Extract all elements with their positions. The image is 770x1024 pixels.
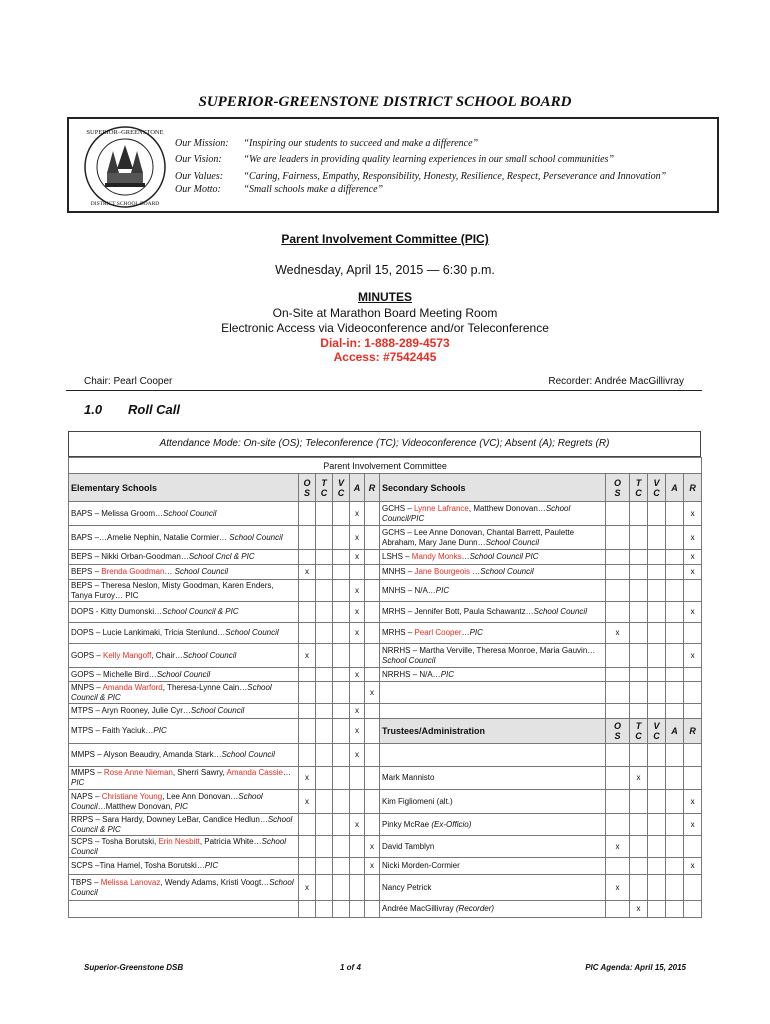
mission-box [67, 117, 719, 213]
table-row: SCPS – Tosha Borutski, Erin Nesbitt, Patricia White…School Council x David Tamblyn x [69, 836, 702, 858]
school-entry: MRHS – Jennifer Bott, Paula Schawantz…School Council [380, 602, 606, 623]
col-os: O S [299, 474, 316, 502]
school-entry: MRHS – Pearl Cooper…PIC [380, 623, 606, 644]
section-title: Roll Call [128, 402, 181, 417]
table-row: BAPS – Melissa Groom…School Council x GCHS – Lynne Lafrance, Matthew Donovan…School Council/PIC x [69, 502, 702, 526]
school-entry: GOPS – Michelle Bird…School Council [69, 668, 299, 682]
school-entry: DOPS – Lucie Lankimaki, Tricia Stenlund…School Council [69, 623, 299, 644]
trustee-entry: Mark Mannisto [380, 767, 606, 790]
school-entry: MNHS – N/A…PIC [380, 580, 606, 602]
motto-row [175, 184, 383, 195]
motto-text: “Small schools make a difference” [243, 184, 384, 195]
school-entry: BEPS – Nikki Orban-Goodman…School Cncl & PIC [69, 550, 299, 565]
table-row: MTPS – Aryn Rooney, Julie Cyr…School Council x [69, 704, 702, 719]
col-vc: V C [648, 719, 666, 744]
divider [66, 390, 702, 391]
meeting-date: Wednesday, April 15, 2015 — 6:30 p.m. [275, 263, 495, 277]
svg-text:DISTRICT SCHOOL BOARD: DISTRICT SCHOOL BOARD [90, 201, 160, 207]
section-number: 1.0 [84, 402, 103, 417]
values-text: “Caring, Fairness, Empathy, Responsibility, Honesty, Resilience, Respect, Perseverance and Innovation” [243, 171, 667, 182]
roll-call-table [68, 457, 702, 918]
table-row: BEPS – Brenda Goodman… School Council x MNHS – Jane Bourgeois …School Council x [69, 565, 702, 580]
school-entry: MNPS – Amanda Warford, Theresa-Lynne Cain…School Council & PIC [69, 682, 299, 704]
mission-text: “Inspiring our students to succeed and make a difference” [243, 138, 479, 149]
trustee-entry: Kim Figliomeni (alt.) [380, 790, 606, 814]
school-entry: SCPS – Tosha Borutski, Erin Nesbitt, Patricia White…School Council [69, 836, 299, 858]
trustee-entry: Pinky McRae (Ex-Officio) [380, 814, 606, 836]
school-entry: SCPS –Tina Hamel, Tosha Borutski…PIC [69, 858, 299, 875]
school-entry: GOPS – Kelly Mangoff, Chair…School Council [69, 644, 299, 668]
table-row: MMPS – Alyson Beaudry, Amanda Stark…School Council x [69, 744, 702, 767]
school-entry: NRRHS – N/A…PIC [380, 668, 606, 682]
school-entry: MTPS – Aryn Rooney, Julie Cyr…School Council [69, 704, 299, 719]
school-entry: MMPS – Rose Anne Nieman, Sherri Sawry, Amanda Cassie…PIC [69, 767, 299, 790]
col-a: A [666, 719, 684, 744]
school-entry: MMPS – Alyson Beaudry, Amanda Stark…School Council [69, 744, 299, 767]
table-row: NAPS – Christiane Young, Lee Ann Donovan…School Council…Matthew Donovan, PIC x Kim Figliomeni (alt.) x [69, 790, 702, 814]
table-row: BEPS – Theresa Neslon, Misty Goodman, Karen Enders, Tanya Furoy… PIC x MNHS – N/A…PIC [69, 580, 702, 602]
col-os: O S [606, 474, 630, 502]
school-entry: NAPS – Christiane Young, Lee Ann Donovan…School Council…Matthew Donovan, PIC [69, 790, 299, 814]
footer-agenda-date: PIC Agenda: April 15, 2015 [585, 963, 686, 972]
school-entry: BEPS – Brenda Goodman… School Council [69, 565, 299, 580]
col-a: A [666, 474, 684, 502]
col-os: O S [606, 719, 630, 744]
chair: Chair: Pearl Cooper [84, 376, 173, 387]
table-row: MNPS – Amanda Warford, Theresa-Lynne Cain…School Council & PIC x [69, 682, 702, 704]
elementary-schools-header: Elementary Schools [69, 474, 299, 502]
school-entry: BEPS – Theresa Neslon, Misty Goodman, Karen Enders, Tanya Furoy… PIC [69, 580, 299, 602]
access-code: Access: #7542445 [333, 350, 437, 364]
school-entry: BAPS – Melissa Groom…School Council [69, 502, 299, 526]
svg-text:SUPERIOR–GREENSTONE: SUPERIOR–GREENSTONE [86, 129, 164, 136]
motto-label: Our Motto: [175, 184, 221, 195]
col-vc: V C [648, 474, 666, 502]
table-row: MTPS – Faith Yaciuk…PIC x Trustees/Administration O S T C V C A R [69, 719, 702, 744]
school-entry: GCHS – Lee Anne Donovan, Chantal Barrett, Paulette Abraham, Mary Jane Dunn…School Council [380, 526, 606, 550]
table-row: BEPS – Nikki Orban-Goodman…School Cncl & PIC x LSHS – Mandy Monks…School Council PIC x [69, 550, 702, 565]
col-r: R [684, 719, 702, 744]
school-entry: MNHS – Jane Bourgeois …School Council [380, 565, 606, 580]
trustee-entry: David Tamblyn [380, 836, 606, 858]
secondary-schools-header: Secondary Schools [380, 474, 606, 502]
col-a: A [350, 474, 365, 502]
recorder: Recorder: Andrée MacGillivray [548, 376, 684, 387]
col-vc: V C [333, 474, 350, 502]
minutes-heading: MINUTES [358, 290, 412, 304]
table-header-row [69, 474, 702, 502]
table-row: MMPS – Rose Anne Nieman, Sherri Sawry, Amanda Cassie…PIC x Mark Mannisto x [69, 767, 702, 790]
vision-label: Our Vision: [175, 154, 222, 165]
table-row: TBPS – Melissa Lanovaz, Wendy Adams, Kristi Voogt…School Council x Nancy Petrick x [69, 875, 702, 901]
mission-label: Our Mission: [175, 138, 229, 149]
col-tc: T C [630, 719, 648, 744]
trustees-header: Trustees/Administration [380, 719, 606, 744]
table-row: BAPS –…Amelie Nephin, Natalie Cormier… School Council x GCHS – Lee Anne Donovan, Chantal Barrett, Paulette Abraham, Mary Jane Dunn…School Council x [69, 526, 702, 550]
table-row: RRPS – Sara Hardy, Downey LeBar, Candice Hedlun…School Council & PIC x Pinky McRae (Ex-Officio) x [69, 814, 702, 836]
meeting-title: Parent Involvement Committee (PIC) [281, 232, 489, 246]
electronic-access: Electronic Access via Videoconference and/or Teleconference [221, 321, 549, 335]
col-tc: T C [630, 474, 648, 502]
school-entry: BAPS –…Amelie Nephin, Natalie Cormier… School Council [69, 526, 299, 550]
footer-page-number: 1 of 4 [340, 963, 361, 972]
table-row: SCPS –Tina Hamel, Tosha Borutski…PIC x Nicki Morden-Cormier x [69, 858, 702, 875]
table-row: GOPS – Michelle Bird…School Council x NRRHS – N/A…PIC [69, 668, 702, 682]
trustee-entry: Nancy Petrick [380, 875, 606, 901]
col-r: R [365, 474, 380, 502]
school-entry: LSHS – Mandy Monks…School Council PIC [380, 550, 606, 565]
school-entry: RRPS – Sara Hardy, Downey LeBar, Candice Hedlun…School Council & PIC [69, 814, 299, 836]
school-board-seal-icon [83, 125, 167, 209]
committee-header: Parent Involvement Committee [69, 458, 702, 474]
trustee-entry: Andrée MacGillivray (Recorder) [380, 901, 606, 918]
dial-in-number: Dial-in: 1-888-289-4573 [320, 336, 450, 350]
table-row: Andrée MacGillivray (Recorder) x [69, 901, 702, 918]
values-label: Our Values: [175, 171, 224, 182]
school-entry: TBPS – Melissa Lanovaz, Wendy Adams, Kristi Voogt…School Council [69, 875, 299, 901]
attendance-mode-legend: Attendance Mode: On-site (OS); Teleconference (TC); Videoconference (VC); Absent (A); Regrets (R) [68, 431, 701, 457]
footer-organization: Superior-Greenstone DSB [84, 963, 184, 972]
trustee-entry: Nicki Morden-Cormier [380, 858, 606, 875]
col-r: R [684, 474, 702, 502]
vision-row [175, 154, 614, 165]
school-entry: GCHS – Lynne Lafrance, Matthew Donovan…School Council/PIC [380, 502, 606, 526]
values-row [175, 171, 666, 182]
table-row: DOPS - Kitty Dumonski…School Council & PIC x MRHS – Jennifer Bott, Paula Schawantz…School Council x [69, 602, 702, 623]
table-row: DOPS – Lucie Lankimaki, Tricia Stenlund…School Council x MRHS – Pearl Cooper…PIC x [69, 623, 702, 644]
table-row: GOPS – Kelly Mangoff, Chair…School Council x NRRHS – Martha Verville, Theresa Monroe, Maria Gauvin…School Council x [69, 644, 702, 668]
meeting-location: On-Site at Marathon Board Meeting Room [272, 306, 498, 320]
board-title: SUPERIOR-GREENSTONE DISTRICT SCHOOL BOARD [198, 94, 572, 110]
school-entry: NRRHS – Martha Verville, Theresa Monroe, Maria Gauvin…School Council [380, 644, 606, 668]
school-entry: DOPS - Kitty Dumonski…School Council & PIC [69, 602, 299, 623]
vision-text: “We are leaders in providing quality learning experiences in our small school communities” [243, 154, 615, 165]
mission-row [175, 138, 478, 149]
col-tc: T C [316, 474, 333, 502]
school-entry: MTPS – Faith Yaciuk…PIC [69, 719, 299, 744]
